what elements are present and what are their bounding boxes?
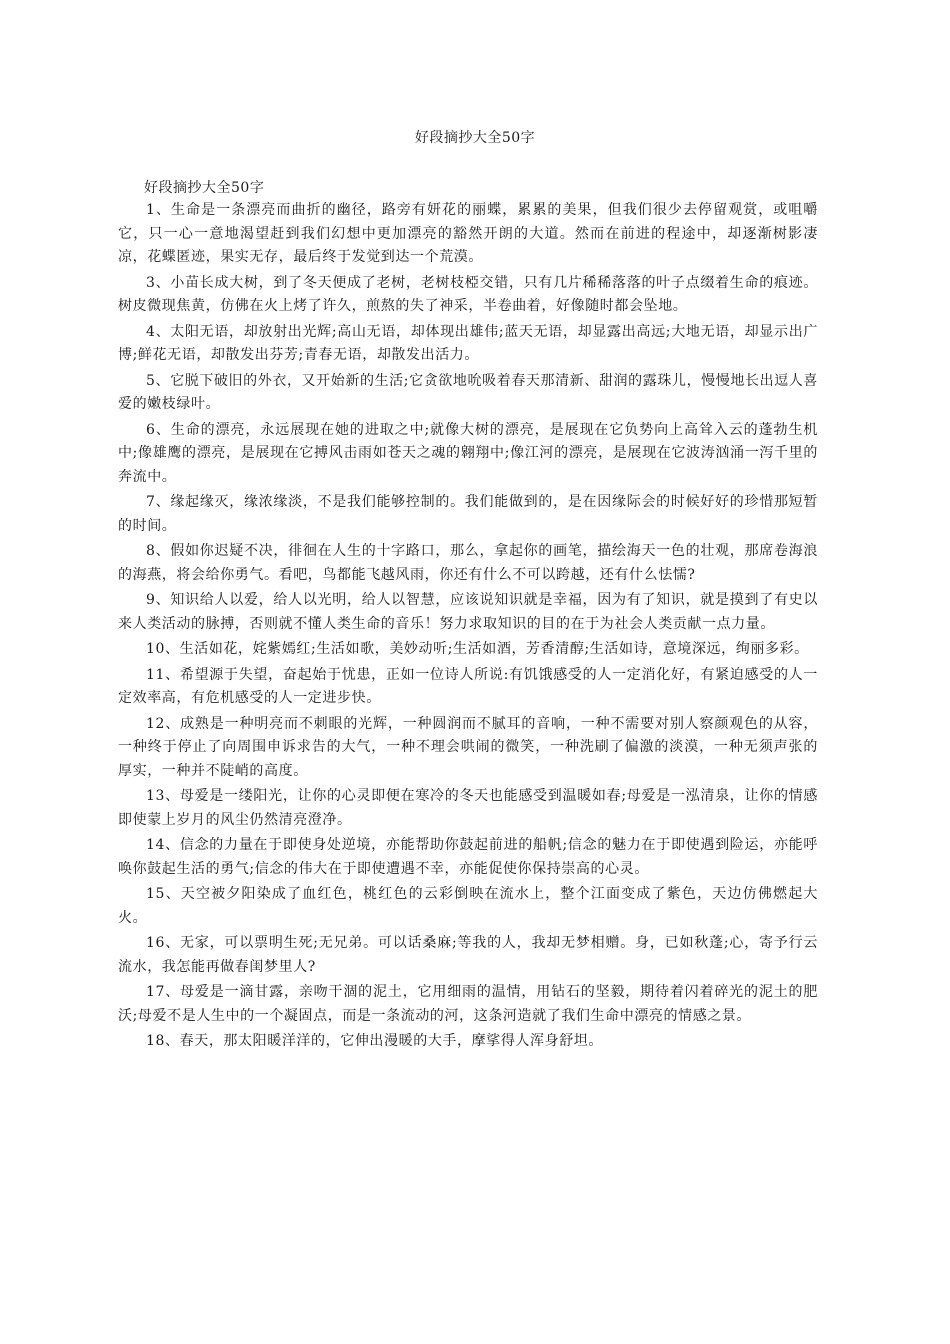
paragraph-1: 1、生命是一条漂亮而曲折的幽径，路旁有妍花的丽蝶，累累的美果，但我们很少去停留观赏，或咀嚼它，只一心一意地渴望赶到我们幻想中更加漂亮的豁然开朗的大道。然而在前进的程途中，却逐渐树影凄凉，花蝶匿迹，果实无存，最后终于发觉到达一个荒漠。 — [118, 202, 818, 265]
paragraph-11: 11、希望源于失望，奋起始于忧患，正如一位诗人所说:有饥饿感受的人一定消化好，有紧迫感受的人一定效率高，有危机感受的人一定进步快。 — [118, 666, 818, 706]
paragraph-6: 6、生命的漂亮，永远展现在她的进取之中;就像大树的漂亮，是展现在它负势向上高耸入云的蓬勃生机中;像雄鹰的漂亮，是展现在它搏风击雨如苍天之魂的翱翔中;像江河的漂亮，是展现在它波涛汹涌一泻千里的奔流中。 — [118, 421, 818, 485]
paragraph-12: 12、成熟是一种明亮而不刺眼的光辉，一种圆润而不腻耳的音响，一种不需要对别人察颜观色的从容，一种终于停止了向周围申诉求告的大气，一种不理会哄闹的微笑，一种洗刷了偏激的淡漠，一种无须声张的厚实，一种并不陡峭的高度。 — [118, 715, 818, 779]
paragraph-17: 17、母爱是一滴甘露，亲吻干涸的泥土，它用细雨的温情，用钻石的坚毅，期待着闪着碎光的泥土的肥沃;母爱不是人生中的一个凝固点，而是一条流动的河，这条河造就了我们生命中漂亮的情感之景。 — [118, 984, 818, 1024]
paragraph-13: 13、母爱是一缕阳光，让你的心灵即便在寒冷的冬天也能感受到温暖如春;母爱是一泓清泉，让你的情感即使蒙上岁月的风尘仍然清亮澄净。 — [118, 788, 818, 828]
paragraph-3: 3、小苗长成大树，到了冬天便成了老树，老树枝椏交错，只有几片稀稀落落的叶子点缀着生命的痕迹。树皮微现焦黄，仿佛在火上烤了许久，煎熬的失了神采，半卷曲着，好像随时都会坠地。 — [118, 274, 818, 314]
paragraph-7: 7、缘起缘灭，缘浓缘淡，不是我们能够控制的。我们能做到的，是在因缘际会的时候好好的珍惜那短暂的时间。 — [118, 494, 818, 534]
document-subtitle: 好段摘抄大全50字 — [144, 180, 265, 196]
paragraph-16: 16、无家，可以票明生死;无兄弟。可以话桑麻;等我的人，我却无梦相赠。身，已如秋蓬;心，寄予行云流水，我怎能再做春闺梦里人? — [118, 935, 818, 975]
paragraph-4: 4、太阳无语，却放射出光辉;高山无语，却体现出雄伟;蓝天无语，却显露出高远;大地无语，却显示出广博;鲜花无语，却散发出芬芳;青春无语，却散发出活力。 — [118, 323, 818, 363]
document-title: 好段摘抄大全50字 — [414, 130, 536, 146]
paragraph-18: 18、春天，那太阳暖洋洋的，它伸出漫暖的大手，摩挲得人浑身舒坦。 — [146, 1033, 604, 1049]
paragraph-14: 14、信念的力量在于即使身处逆境，亦能帮助你鼓起前进的船帆;信念的魅力在于即使遇到险运，亦能呼唤你鼓起生活的勇气;信念的伟大在于即使遭遇不幸，亦能促使你保持崇高的心灵。 — [118, 837, 818, 877]
paragraph-15: 15、天空被夕阳染成了血红色，桃红色的云彩倒映在流水上，整个江面变成了紫色，天边仿佛燃起大火。 — [118, 886, 818, 926]
paragraph-5: 5、它脱下破旧的外衣，又开始新的生活;它贪欲地吮吸着春天那清新、甜润的露珠儿，慢慢地长出逗人喜爱的嫩枝绿叶。 — [118, 372, 818, 412]
paragraph-10: 10、生活如花，姹紫嫣红;生活如歌，美妙动听;生活如酒，芳香清醇;生活如诗，意境深远，绚丽多彩。 — [146, 641, 809, 657]
paragraph-8: 8、假如你迟疑不决，徘徊在人生的十字路口，那么，拿起你的画笔，描绘海天一色的壮观，那席卷海浪的海燕，将会给你勇气。看吧，鸟都能飞越风雨，你还有什么不可以跨越，还有什么怯懦? — [118, 543, 818, 583]
paragraph-9: 9、知识给人以爱，给人以光明，给人以智慧，应该说知识就是幸福，因为有了知识，就是摸到了有史以来人类活动的脉搏，否则就不懂人类生命的音乐！努力求取知识的目的在于为社会人类贡献一点力量。 — [118, 592, 818, 632]
document-body — [118, 178, 818, 1056]
